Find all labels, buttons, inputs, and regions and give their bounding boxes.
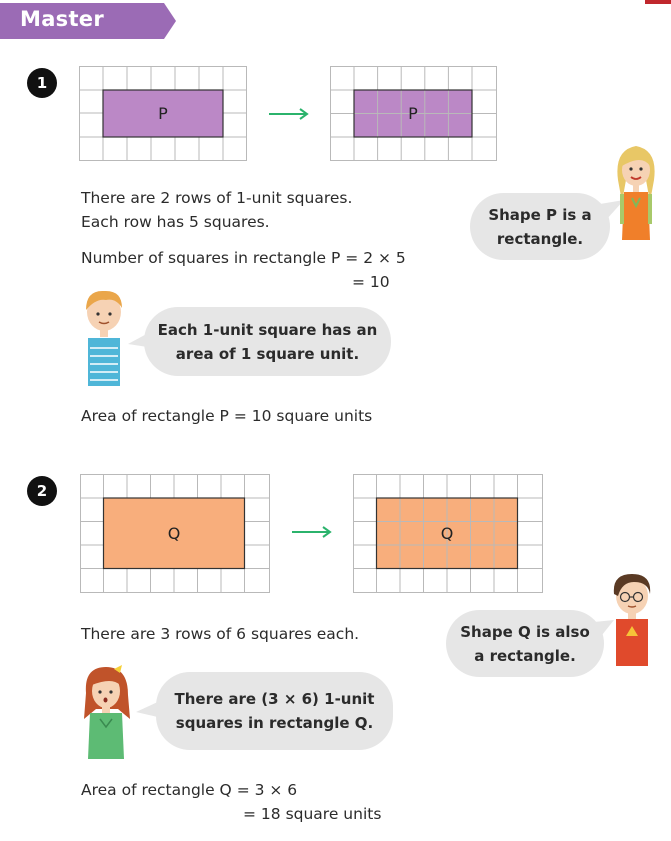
speech-bubble-boy-q1 [144, 307, 391, 376]
bubble-girl-q1-line2: rectangle. [496, 229, 584, 248]
label-p-right: P [408, 104, 418, 123]
label-q-right: Q [440, 524, 454, 543]
grid-p-left [79, 66, 247, 161]
grid-p-right [330, 66, 497, 161]
speech-bubble-girl-q1 [470, 193, 610, 260]
q2-area-line1: Area of rectangle Q = 3 × 6 [81, 781, 298, 799]
label-q: Q [167, 524, 181, 543]
grid-q-left [80, 474, 270, 593]
q1-equation-line2: = 10 [352, 273, 390, 291]
girl-redhead-character [78, 663, 136, 761]
q1-equation-line1: Number of squares in rectangle P = 2 × 5 [81, 249, 406, 267]
bubble-girl-q2-line2: squares in rectangle Q. [175, 714, 374, 732]
question-2-badge: 2 [27, 476, 57, 506]
grid-q-right [353, 474, 543, 593]
question-1-badge: 1 [27, 68, 57, 98]
section-title: Master [20, 7, 105, 31]
corner-mark [645, 0, 671, 4]
bubble-boy-q2-line1: Shape Q is also [460, 622, 590, 641]
bubble-boy-q1-line1: Each 1-unit square has an [157, 320, 378, 339]
q1-rows-text: There are 2 rows of 1-unit squares. [81, 189, 353, 207]
boy-blonde-character [76, 288, 132, 388]
arrow-right-icon [291, 524, 335, 540]
speech-bubble-girl-q2 [156, 672, 393, 750]
label-p: P [158, 104, 168, 123]
boy-glasses-character [604, 570, 660, 668]
q1-area-statement: Area of rectangle P = 10 square units [81, 407, 373, 425]
q2-area-line2: = 18 square units [243, 805, 382, 823]
q1-squares-text: Each row has 5 squares. [81, 213, 270, 231]
girl-blonde-character [610, 140, 662, 245]
bubble-girl-q1-line1: Shape P is a [488, 205, 592, 224]
arrow-right-icon [268, 106, 312, 122]
q2-rows-text: There are 3 rows of 6 squares each. [81, 625, 360, 643]
speech-bubble-boy-q2 [446, 610, 604, 677]
bubble-boy-q2-line2: a rectangle. [474, 646, 576, 665]
bubble-girl-q2-line1: There are (3 × 6) 1-unit [174, 690, 375, 708]
bubble-boy-q1-line2: area of 1 square unit. [175, 344, 360, 363]
